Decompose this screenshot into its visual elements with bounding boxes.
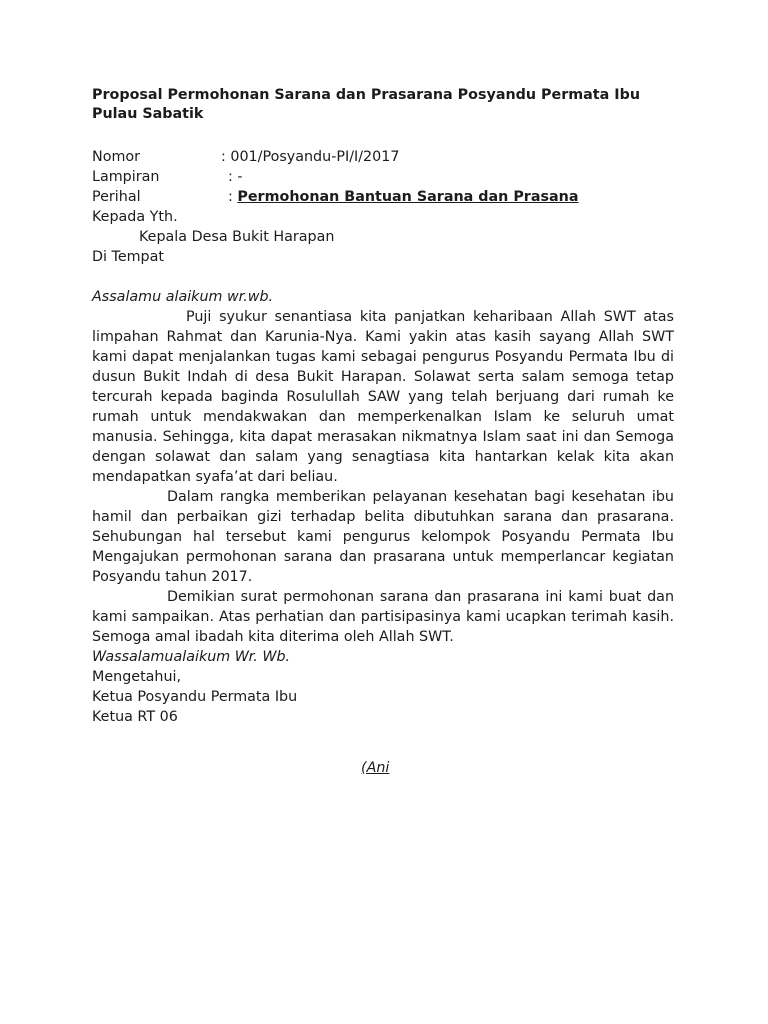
letter-body xyxy=(92,86,674,727)
paragraph-3: Demikian surat permohonan sarana dan prasarana ini kami buat dan kami sampaikan. Atas perhatian dan partisipasinya kami ucapkan terimah kasih. Semoga amal ibadah kita diterima oleh Allah SWT. xyxy=(92,589,674,645)
ketua-posyandu: Ketua Posyandu Permata Ibu xyxy=(92,689,298,705)
nomor-value: : 001/Posyandu-PI/I/2017 xyxy=(221,149,400,165)
perihal-label: Perihal xyxy=(92,189,141,205)
mengetahui: Mengetahui, xyxy=(92,669,182,685)
spacer xyxy=(92,267,674,287)
document-title: Proposal Permohonan Sarana dan Prasarana Posyandu Permata Ibu Pulau Sabatik xyxy=(92,87,640,122)
lampiran-row xyxy=(92,167,674,187)
lampiran-label: Lampiran xyxy=(92,169,160,185)
perihal-row xyxy=(92,187,674,207)
paragraph-2: Dalam rangka memberikan pelayanan kesehatan bagi kesehatan ibu hamil dan perbaikan gizi terhadap belita dibutuhkan sarana dan prasarana. Sehubungan hal tersebut kami pengurus kelompok Posyandu Permata Ibu Mengajukan permohonan sarana dan prasarana untuk memperlancar kegiatan Posyandu tahun 2017. xyxy=(92,489,674,585)
nomor-row xyxy=(92,147,674,167)
ketua-rt: Ketua RT 06 xyxy=(92,709,178,725)
perihal-value: Permohonan Bantuan Sarana dan Prasana xyxy=(237,189,579,205)
lampiran-value: : - xyxy=(228,169,243,185)
perihal-colon: : xyxy=(228,189,233,205)
paragraph-1: Puji syukur senantiasa kita panjatkan keharibaan Allah SWT atas limpahan Rahmat dan Karunia-Nya. Kami yakin atas kasih sayang Allah SWT kami dapat menjalankan tugas kami sebagai pengurus Posyandu Permata Ibu di dusun Bukit Indah di desa Bukit Harapan. Solawat serta salam semoga tetap tercurah kepada baginda Rosulullah SAW yang telah berjuang dari rumah ke rumah untuk mendakwakan dan memperkenalkan Islam ke seluruh umat manusia. Sehingga, kita dapat merasakan nikmatnya Islam saat ini dan Semoga dengan solawat dan salam yang senagtiasa kita hantarkan kelak kita akan mendapatkan syafa’at dari beliau. xyxy=(92,309,674,485)
recipient-line-3: Di Tempat xyxy=(92,249,164,265)
nomor-label: Nomor xyxy=(92,149,140,165)
signature-name: (Ani xyxy=(361,760,390,776)
recipient-line-1: Kepada Yth. xyxy=(92,209,178,225)
recipient-line-2: Kepala Desa Bukit Harapan xyxy=(139,229,335,245)
greeting: Assalamu alaikum wr.wb. xyxy=(92,289,274,305)
perihal-value-wrap xyxy=(228,187,578,207)
closing-salam: Wassalamualaikum Wr. Wb. xyxy=(92,649,291,665)
